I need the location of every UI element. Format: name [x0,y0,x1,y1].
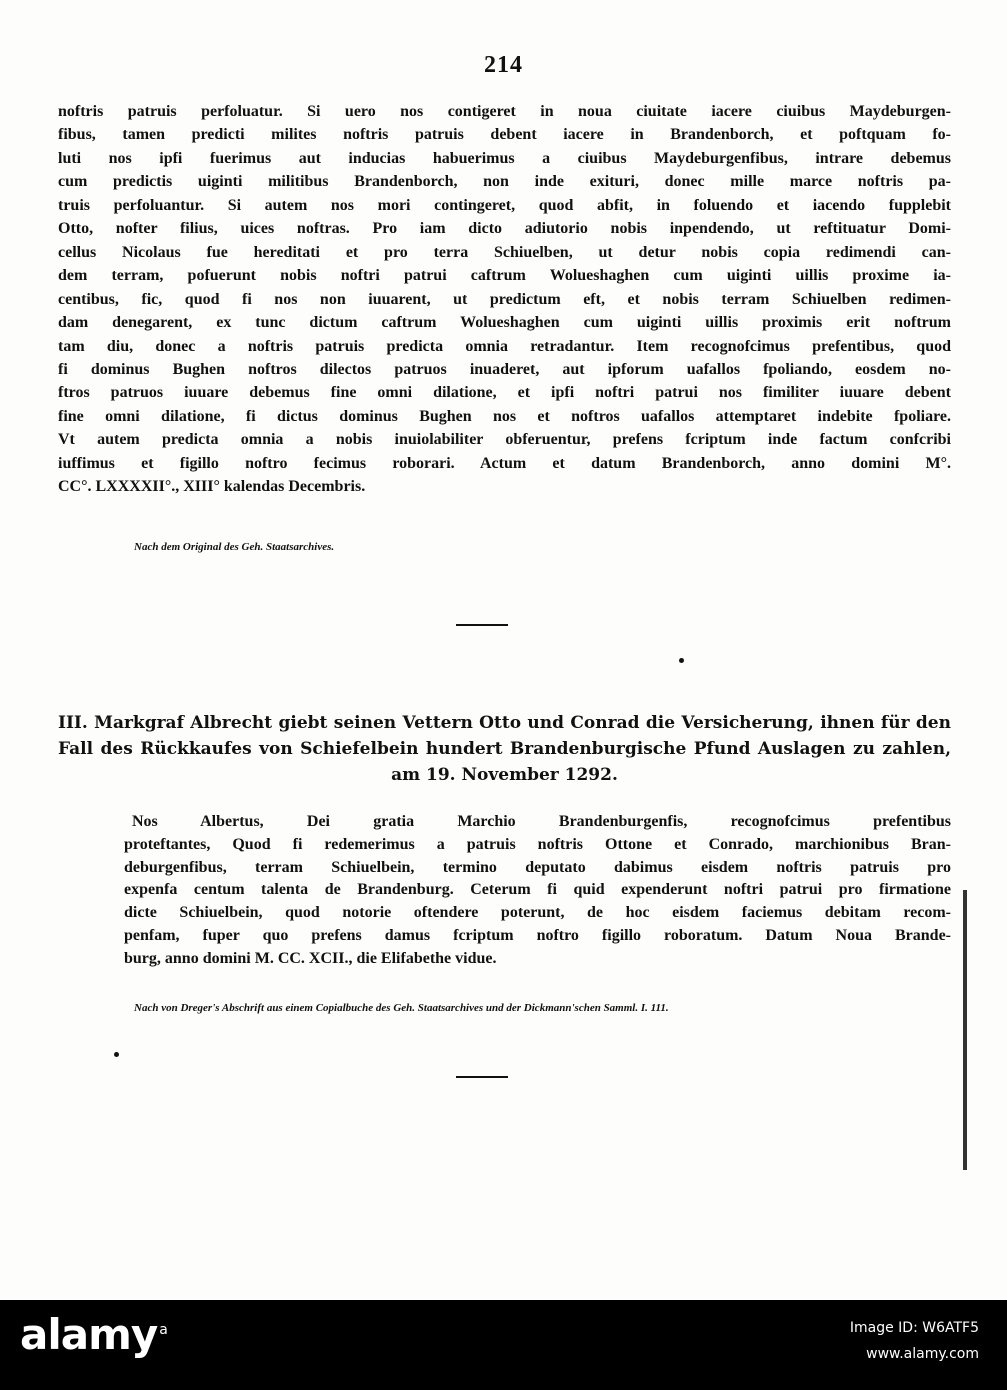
text-line: Nos Albertus, Dei gratia Marchio Brandenburgenfis, recognofcimus prefentibus [132,813,951,830]
heading-date: am 19. November 1292. [391,765,618,785]
text-line: iuffimus et figillo noftro fecimus roborari. Actum et datum Brandenborch, anno domini M°. [58,454,951,472]
text-line: penfam, fuper quo prefens damus fcriptum noftro figillo roboratum. Datum Noua Brande- [124,926,951,944]
logo-text: alamy [20,1310,158,1359]
text-line: CC°. LXXXXII°., XIII° kalendas Decembris. [58,478,366,496]
text-line: cum predictis uiginti militibus Brandenborch, non inde exituri, donec mille marce noftris pa- [58,173,951,191]
text-line: expenfa centum talenta de Brandenburg. Ceterum fi quid expenderunt noftri patrui pro firmatione [124,881,951,899]
text-line: deburgenfibus, terram Schiuelbein, termino deputato dabimus eisdem noftris patruis pro [124,858,951,876]
charter-paragraph-1 [58,100,951,499]
heading-line: III. Markgraf Albrecht giebt seinen Vettern Otto und Conrad die Versicherung, ihnen für den [58,713,951,733]
text-line: truis perfoluantur. Si autem nos mori contingeret, quod abfit, in foluendo et iacendo fupplebit [58,196,951,214]
text-line: dicte Schiuelbein, quod notorie oftendere poterunt, de hoc eisdem faciemus debitam recom- [124,904,951,922]
section-divider [456,624,508,626]
stock-watermark-banner [0,1300,1007,1390]
site-url: www.alamy.com [866,1346,979,1362]
section-divider [456,1076,508,1078]
text-line: noftris patruis perfoluatur. Si uero nos contigeret in noua ciuitate iacere ciuibus Maydeburgen- [58,103,951,120]
alamy-logo: alamy $^a$ [20,1310,167,1359]
heading-line: Fall des Rückkaufes von Schiefelbein hundert Brandenburgische Pfund Auslagen zu zahlen, [58,739,951,759]
source-note-2: Nach von Dreger's Abschrift aus einem Copialbuche des Geh. Staatsarchives und der Dickmann'schen Samml. I. 111. [134,1002,669,1014]
text-line: proteftantes, Quod fi redemerimus a patruis noftris Ottone et Conrado, marchionibus Bran- [124,835,951,853]
text-line: centibus, fic, quod fi nos non iuuarent, ut predictum eft, et nobis terram Schiuelben redimen- [58,290,951,308]
text-line: burg, anno domini M. CC. XCII., die Elifabethe vidue. [124,949,497,967]
text-line: dem terram, pofuerunt nobis noftri patrui caftrum Wolueshaghen cum uiginti uillis proxime ia- [58,267,951,285]
speck-mark [679,658,684,663]
text-line: Otto, nofter filius, uices noftras. Pro iam dicto adiutorio nobis inpendendo, ut reftituatur Domi- [58,220,951,238]
text-line: cellus Nicolaus fue hereditati et pro terra Schiuelben, ut detur nobis copia redimendi can- [58,243,951,261]
document-heading [58,710,951,788]
text-line: fibus, tamen predicti milites noftris patruis debent iacere in Brandenborch, et poftquam fo- [58,126,951,144]
text-line: fine omni dilatione, fi dictus dominus Bughen nos et noftros uafallos attemptaret indebite fpoliare. [58,407,951,425]
text-line: fi dominus Bughen noftros dilectos patruos inuaderet, aut ipforum uafallos fpoliando, eosdem no- [58,360,951,378]
text-line: dam denegarent, ex tunc dictum caftrum Wolueshaghen cum uiginti uillis proximis erit noftrum [58,314,951,332]
text-line: luti nos ipfi fuerimus aut inducias habuerimus a ciuibus Maydeburgenfibus, intrare debemus [58,149,951,167]
text-line: Vt autem predicta omnia a nobis inuiolabiliter obferuentur, prefens fcriptum inde factum confcribi [58,431,951,449]
text-line: tam diu, donec a noftris patruis predicta omnia retradantur. Item recognofcimus prefentibus, quod [58,337,951,355]
source-note-1: Nach dem Original des Geh. Staatsarchives. [134,541,335,553]
image-id: Image ID: W6ATF5 [849,1320,979,1336]
scan-margin-mark [963,890,967,1170]
speck-mark [114,1052,119,1057]
charter-paragraph-2 [124,811,951,971]
text-line: ftros patruos iuuare debemus fine omni dilatione, et ipfi noftri patrui nos fimiliter iuuare debent [58,384,951,402]
page-number: 214 [484,52,523,78]
